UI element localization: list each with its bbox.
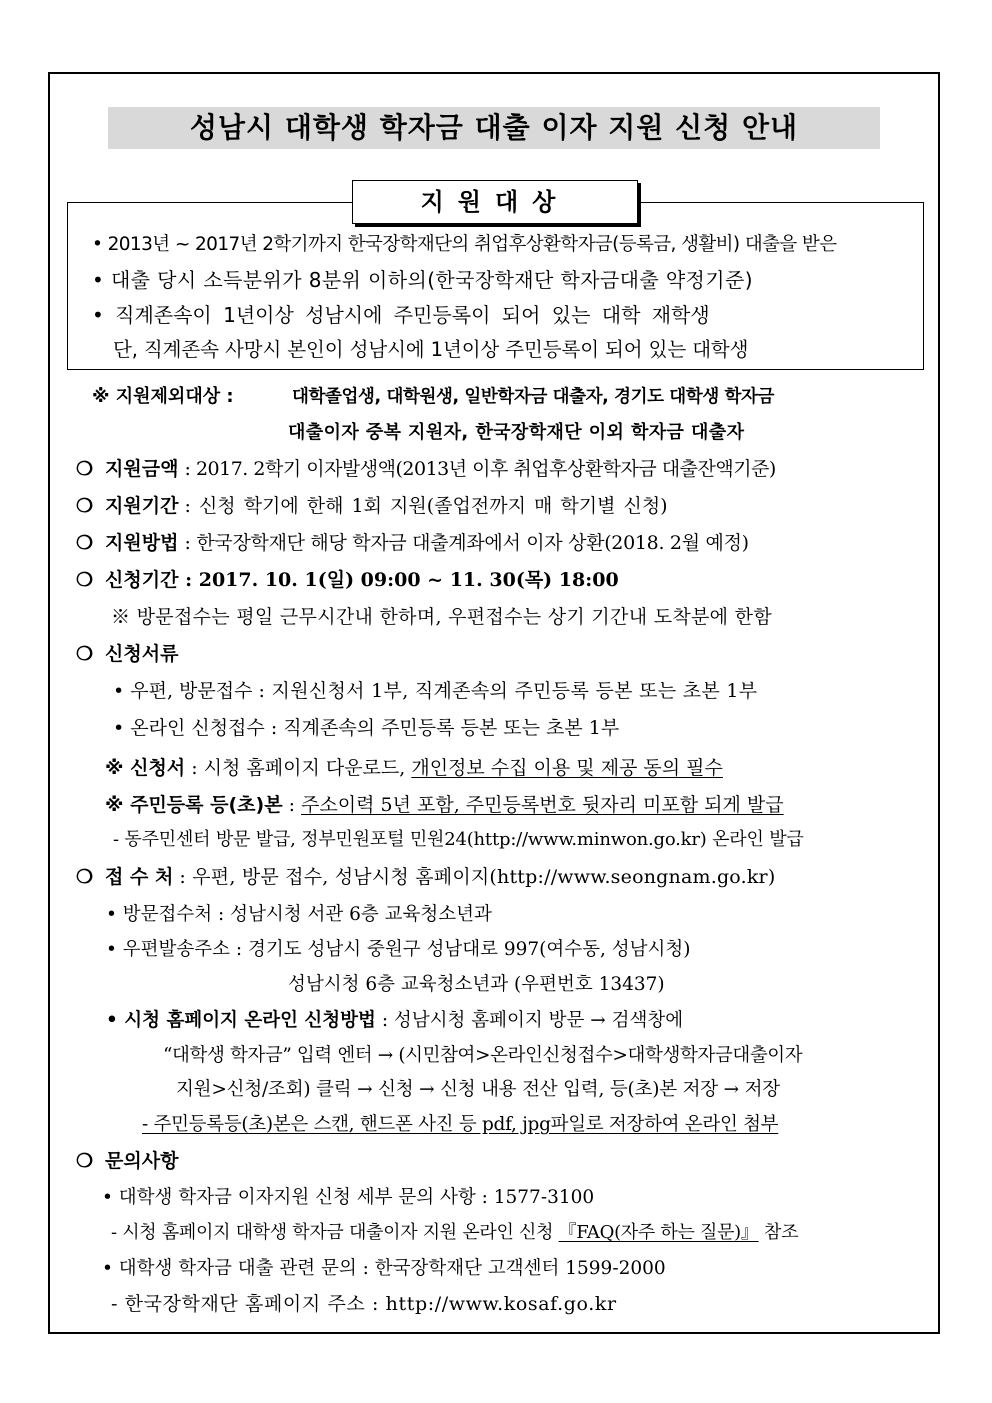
method-text: : 한국장학재단 해당 학자금 대출계좌에서 이자 상환(2018. 2월 예정) <box>184 532 749 554</box>
target-item-1: • 2013년 ~ 2017년 2학기까지 한국장학재단의 취업후상환학자금(등록금, 생활비) 대출을 받은 <box>92 234 837 255</box>
reception-visit: • 방문접수처 : 성남시청 서관 6층 교육청소년과 <box>106 904 492 925</box>
circle-bullet-icon: ❍ <box>76 458 94 480</box>
documents-note-2-underline: 주소이력 5년 포함, 주민등록번호 뒷자리 미포함 되게 발급 <box>301 794 784 816</box>
reception-label: 접 수 처 <box>105 866 174 888</box>
amount-row <box>76 456 776 482</box>
documents-note-2 <box>105 792 784 818</box>
document-title: 성남시 대학생 학자금 대출 이자 지원 신청 안내 <box>108 107 880 149</box>
documents-item-1-label: • 우편, 방문접수 <box>113 680 253 702</box>
documents-item-2 <box>113 715 619 741</box>
documents-note-2-label: ※ 주민등록 등(초)본 <box>105 794 283 816</box>
amount-text: : 2017. 2학기 이자발생액(2013년 이후 취업후상환학자금 대출잔액기준) <box>184 458 776 480</box>
period-label: 지원기간 <box>105 495 179 517</box>
circle-bullet-icon: ❍ <box>76 532 94 554</box>
exclusion-label: ※ 지원제외대상 : <box>92 386 234 407</box>
reception-online <box>106 1008 683 1034</box>
circle-bullet-icon: ❍ <box>76 866 94 888</box>
reception-post-1: • 우편발송주소 : 경기도 성남시 중원구 성남대로 997(여수동, 성남시청) <box>106 939 691 960</box>
documents-item-1 <box>113 678 757 704</box>
documents-note-1-underline: 개인정보 수집 이용 및 제공 동의 필수 <box>411 757 723 779</box>
circle-bullet-icon: ❍ <box>76 495 94 517</box>
support-target-header: 지원대상 <box>352 180 638 224</box>
documents-note-1-text: : 시청 홈페이지 다운로드, <box>191 757 412 779</box>
method-label: 지원방법 <box>105 532 179 554</box>
reception-online-4: - 주민등록등(초)본은 스캔, 핸드폰 사진 등 pdf, jpg파일로 저장하여 온라인 첨부 <box>142 1114 779 1135</box>
inquiry-item-1-sub-suffix: 참조 <box>758 1222 799 1243</box>
reception-online-text: : 성남시청 홈페이지 방문 → 검색창에 <box>381 1010 684 1031</box>
target-item-2: • 대출 당시 소득분위가 8분위 이하의(한국장학재단 학자금대출 약정기준) <box>92 268 753 292</box>
reception-post-2: 성남시청 6층 교육청소년과 (우편번호 13437) <box>288 974 665 995</box>
method-row <box>76 530 749 556</box>
reception-text: : 우편, 방문 접수, 성남시청 홈페이지(http://www.seongnam.go.kr) <box>179 866 776 888</box>
documents-note-1-label: ※ 신청서 <box>105 757 186 779</box>
documents-item-1-text: : 지원신청서 1부, 직계존속의 주민등록 등본 또는 초본 1부 <box>258 680 758 702</box>
period-text: : 신청 학기에 한해 1회 지원(졸업전까지 매 학기별 신청) <box>184 495 668 517</box>
circle-bullet-icon: ❍ <box>76 569 94 591</box>
apply-period-label: 신청기간 <box>105 569 179 591</box>
documents-label: 신청서류 <box>105 643 179 665</box>
inquiry-item-2: • 대학생 학자금 대출 관련 문의 : 한국장학재단 고객센터 1599-2000 <box>102 1258 666 1279</box>
reception-online-label: • 시청 홈페이지 온라인 신청방법 <box>106 1010 376 1031</box>
inquiry-item-1: • 대학생 학자금 이자지원 신청 세부 문의 사항 : 1577-3100 <box>102 1187 595 1208</box>
target-item-4: 단, 직계존속 사망시 본인이 성남시에 1년이상 주민등록이 되어 있는 대학생 <box>113 338 749 361</box>
documents-item-2-label: • 온라인 신청접수 <box>113 717 265 739</box>
reception-row <box>76 864 775 890</box>
reception-online-3: 지원>신청/조회) 클릭 → 신청 → 신청 내용 전산 입력, 등(초)본 저장 → 저장 <box>176 1079 780 1100</box>
apply-period-note: ※ 방문접수는 평일 근무시간내 한하며, 우편접수는 상기 기간내 도착분에 한함 <box>111 606 772 628</box>
inquiry-row <box>76 1148 178 1174</box>
documents-row <box>76 641 178 667</box>
documents-note-2-text: : <box>288 794 302 816</box>
apply-period-text: : 2017. 10. 1(일) 09:00 ~ 11. 30(목) 18:00 <box>185 569 619 591</box>
faq-reference: 『FAQ(자주 하는 질문)』 <box>558 1222 759 1243</box>
reception-online-2: “대학생 학자금” 입력 엔터 → (시민참여>온라인신청접수>대학생학자금대출이자 <box>163 1045 803 1066</box>
inquiry-item-2-sub: - 한국장학재단 홈페이지 주소 : http://www.kosaf.go.kr <box>111 1293 617 1315</box>
circle-bullet-icon: ❍ <box>76 643 94 665</box>
exclusion-line-2: 대출이자 중복 지원자, 한국장학재단 이외 학자금 대출자 <box>288 422 745 443</box>
documents-item-2-text: : 직계존속의 주민등록 등본 또는 초본 1부 <box>270 717 620 739</box>
period-row <box>76 493 668 519</box>
documents-note-3: - 동주민센터 방문 발급, 정부민원포털 민원24(http://www.minwon.go.kr) 온라인 발급 <box>113 829 804 850</box>
inquiry-item-1-sub-prefix: - 시청 홈페이지 대학생 학자금 대출이자 지원 온라인 신청 <box>111 1222 559 1243</box>
target-item-3: • 직계존속이 1년이상 성남시에 주민등록이 되어 있는 대학 재학생 <box>92 303 710 327</box>
exclusion-line-1: 대학졸업생, 대학원생, 일반학자금 대출자, 경기도 대학생 학자금 <box>292 387 775 407</box>
circle-bullet-icon: ❍ <box>76 1150 94 1172</box>
inquiry-label: 문의사항 <box>105 1150 179 1172</box>
apply-period-row <box>76 567 619 593</box>
inquiry-item-1-sub <box>111 1220 798 1246</box>
amount-label: 지원금액 <box>105 458 179 480</box>
documents-note-1 <box>105 755 723 781</box>
